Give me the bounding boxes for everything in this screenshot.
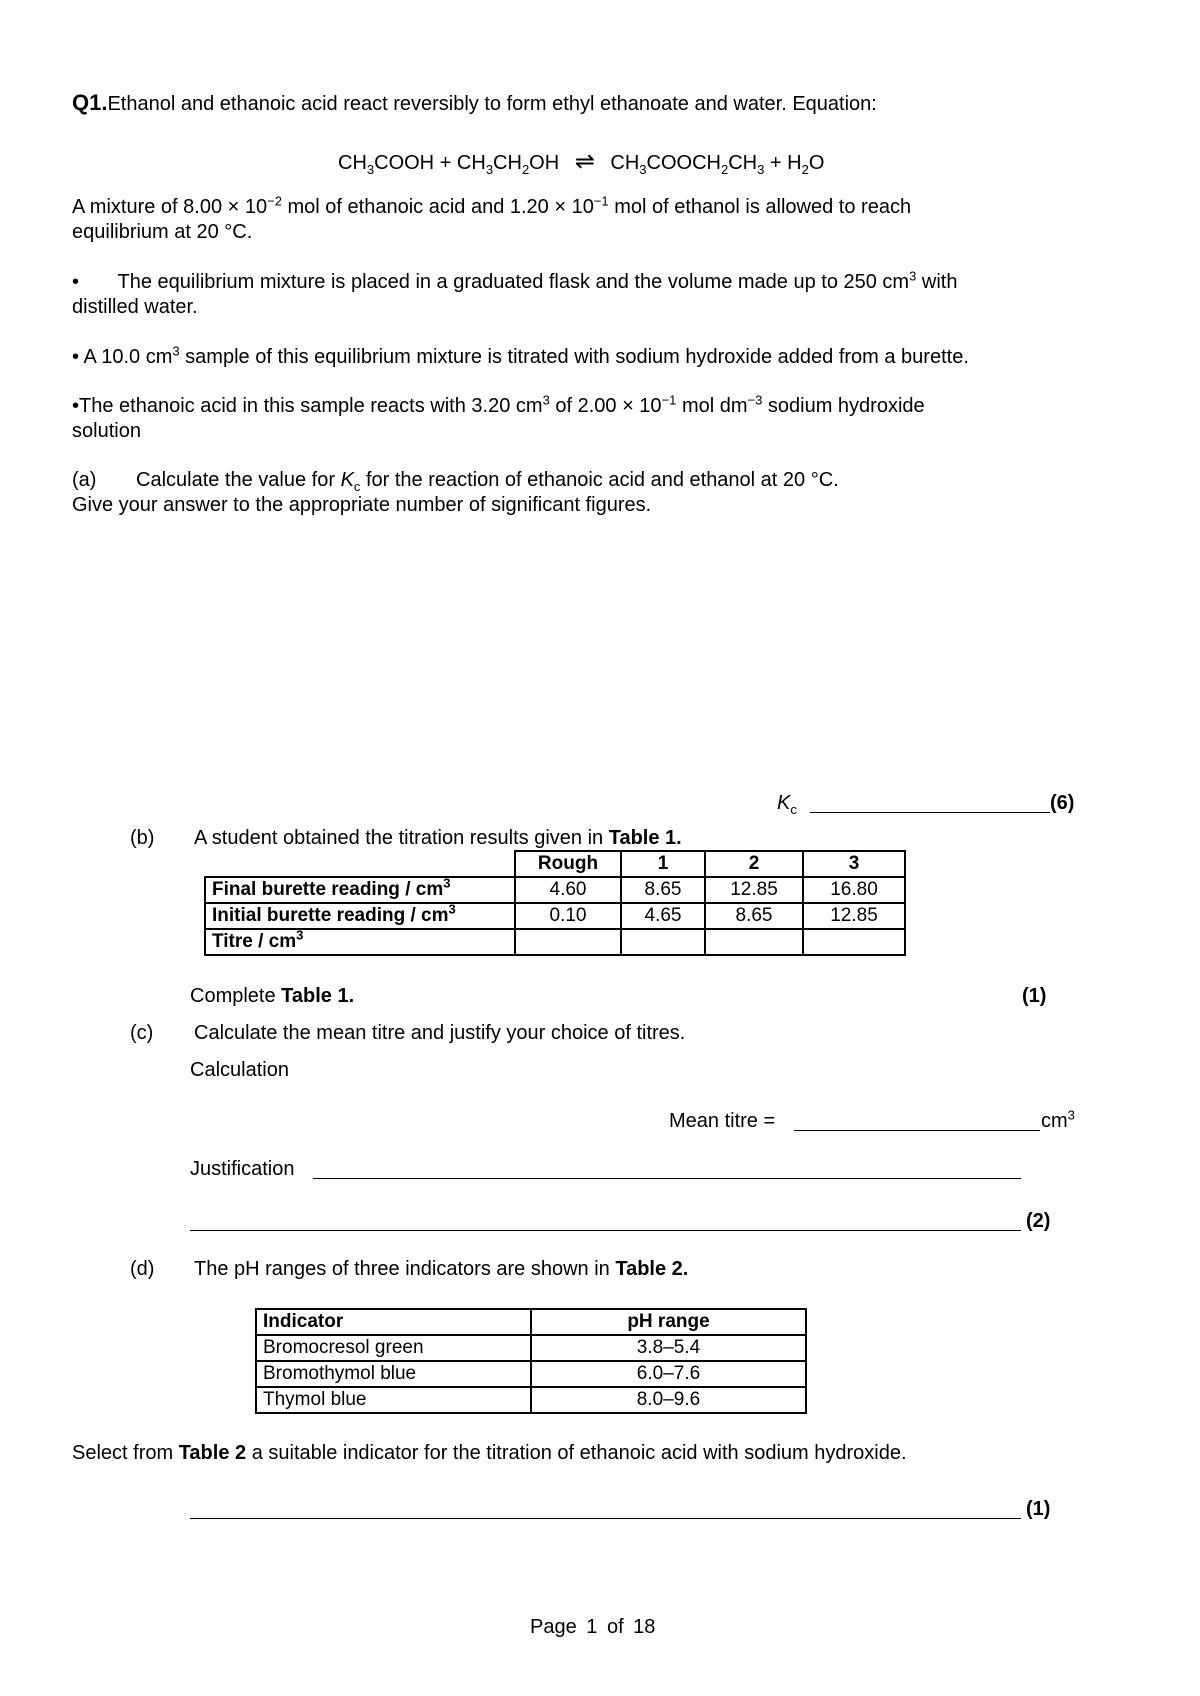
table-row xyxy=(205,929,905,955)
part-b-label: (b) xyxy=(130,827,155,849)
part-d-label: (d) xyxy=(130,1258,155,1280)
titre-input-cell[interactable] xyxy=(515,929,621,955)
mixture-text-line1: A mixture of $8.00 \times 10^{-2}$ mol of ethanoic acid and $1.20 \times 10^{-1}$ mol of ethanol is allowed to reach xyxy=(72,193,912,218)
select-indicator-instruction: Select from Table 2 a suitable indicator for the titration of ethanoic acid with sodium hydroxide. xyxy=(72,1442,907,1464)
table-header-row xyxy=(205,851,905,877)
justification-answer-line-1[interactable] xyxy=(313,1178,1021,1179)
titre-input-cell[interactable] xyxy=(621,929,705,955)
bullet-3-line1: •The ethanoic acid in this sample reacts with 3.20 $cm^3$ of $2.00 \times 10^{-1}$ mol $dm^{-3}$ sodium hydroxide xyxy=(72,392,925,417)
part-b-question: A student obtained the titration results given in Table 1. xyxy=(194,827,682,849)
table-row xyxy=(205,903,905,929)
bullet-2: • A 10.0 $cm^3$ sample of this equilibrium mixture is titrated with sodium hydroxide added from a burette. xyxy=(72,343,969,368)
question-intro xyxy=(72,90,877,116)
complete-table-instruction: Complete Table 1. xyxy=(190,985,355,1007)
titre-input-cell[interactable] xyxy=(705,929,803,955)
table-row xyxy=(256,1361,806,1387)
table-cell: 4.60 xyxy=(515,877,621,903)
part-d-question: The pH ranges of three indicators are shown in Table 2. xyxy=(194,1258,689,1280)
table-cell: 0.10 xyxy=(515,903,621,929)
part-a-marks: (6) xyxy=(1050,792,1075,814)
mean-titre-label: Mean titre = xyxy=(669,1110,776,1132)
question-number: Q1. xyxy=(72,90,108,115)
table-header-cell: 2 xyxy=(705,851,803,877)
titration-table xyxy=(204,850,906,956)
justification-answer-line-2[interactable] xyxy=(190,1230,1021,1231)
ph-range: 3.8–5.4 xyxy=(531,1335,806,1361)
indicator-name: Thymol blue xyxy=(256,1387,531,1413)
table-header-cell: Indicator xyxy=(256,1309,531,1335)
table-header-cell: pH range xyxy=(531,1309,806,1335)
titre-input-cell[interactable] xyxy=(803,929,905,955)
table-header-row xyxy=(256,1309,806,1335)
part-c-question: Calculate the mean titre and justify your choice of titres. xyxy=(194,1022,686,1044)
equilibrium-arrow-icon: ⇌ xyxy=(574,148,595,175)
part-a-line2: Give your answer to the appropriate number of significant figures. xyxy=(72,494,652,516)
table-row xyxy=(256,1387,806,1413)
part-c-marks: (2) xyxy=(1026,1210,1051,1232)
part-b-marks: (1) xyxy=(1022,985,1047,1007)
ph-range: 8.0–9.6 xyxy=(531,1387,806,1413)
row-label-final-reading: Final burette reading / $cm^3$ xyxy=(205,877,515,903)
kc-answer-line[interactable] xyxy=(810,812,1050,813)
bullet-1-line1: • The equilibrium mixture is placed in a graduated flask and the volume made up to 250 $cm^3$ with xyxy=(72,268,958,293)
indicator-table xyxy=(255,1308,807,1414)
ph-range: 6.0–7.6 xyxy=(531,1361,806,1387)
table-cell: 8.65 xyxy=(705,903,803,929)
table-cell: 8.65 xyxy=(621,877,705,903)
table-cell: 16.80 xyxy=(803,877,905,903)
table-header-cell: 1 xyxy=(621,851,705,877)
kc-answer-label: $K_c$ xyxy=(777,792,797,817)
page-number: Page 1 of 18 xyxy=(530,1616,656,1638)
part-a-label: (a) xyxy=(72,469,97,491)
table-corner-cell xyxy=(205,851,515,877)
table-row xyxy=(256,1335,806,1361)
indicator-answer-line[interactable] xyxy=(190,1518,1021,1519)
row-label-titre: Titre / $cm^3$ xyxy=(205,929,515,955)
question-intro-text: Ethanol and ethanoic acid react reversibly to form ethyl ethanoate and water. Equation: xyxy=(107,93,877,115)
table-header-cell: Rough xyxy=(515,851,621,877)
table-header-cell: 3 xyxy=(803,851,905,877)
bullet-3-line2: solution xyxy=(72,420,141,442)
table-cell: 4.65 xyxy=(621,903,705,929)
mean-titre-unit: $cm^3$ xyxy=(1041,1107,1075,1132)
table-cell: 12.85 xyxy=(705,877,803,903)
indicator-name: Bromothymol blue xyxy=(256,1361,531,1387)
part-a-question: Calculate the value for $K_c$ for the reaction of ethanoic acid and ethanol at 20 °C. xyxy=(136,469,839,494)
mixture-text-line2: equilibrium at 20 °C. xyxy=(72,221,253,243)
calculation-label: Calculation xyxy=(190,1059,289,1081)
row-label-initial-reading: Initial burette reading / $cm^3$ xyxy=(205,903,515,929)
table-cell: 12.85 xyxy=(803,903,905,929)
table-row xyxy=(205,877,905,903)
chemical-equation: $CH_3COOH + CH_3CH_2OH$ ⇌ $CH_3COOCH_2CH_3 + H_2O$ xyxy=(338,148,825,177)
bullet-1-line2: distilled water. xyxy=(72,296,198,318)
mean-titre-answer-line[interactable] xyxy=(794,1130,1040,1131)
part-d-marks: (1) xyxy=(1026,1498,1051,1520)
justification-label: Justification xyxy=(190,1158,295,1180)
part-c-label: (c) xyxy=(130,1022,154,1044)
indicator-name: Bromocresol green xyxy=(256,1335,531,1361)
